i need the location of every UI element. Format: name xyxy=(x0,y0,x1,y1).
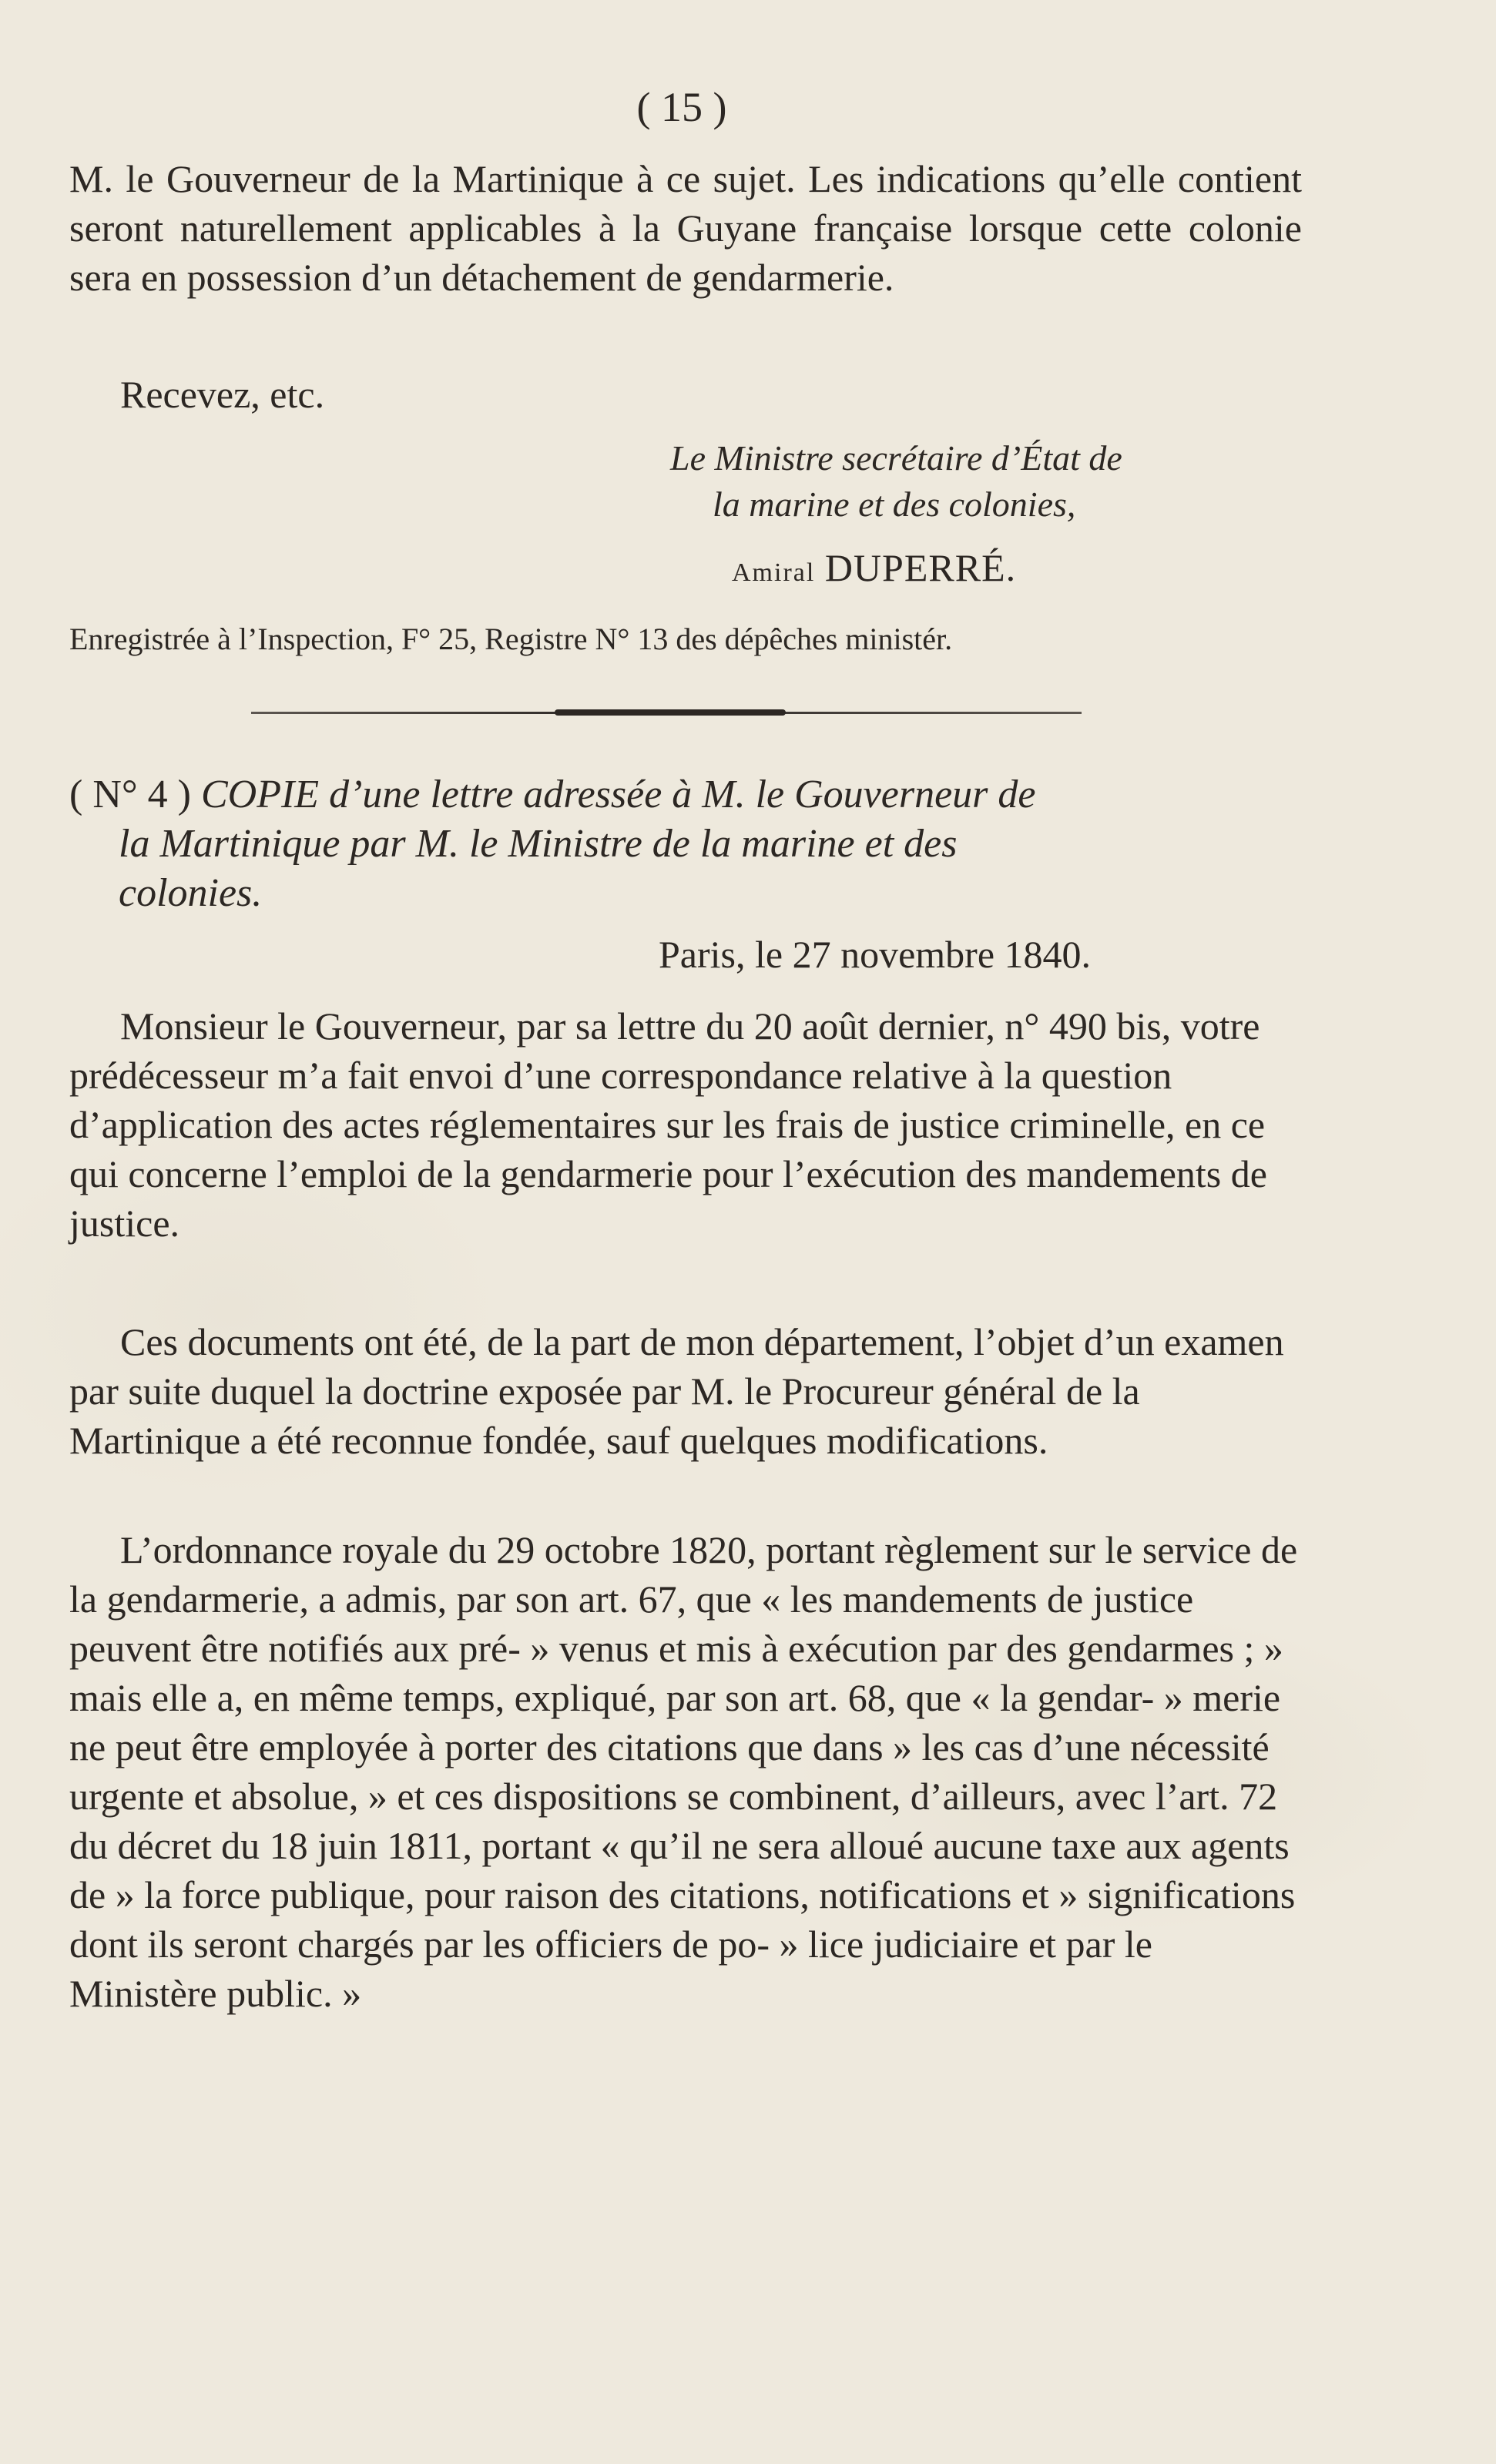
signature-title-line-1: Le Ministre secrétaire d’État de xyxy=(670,438,1122,478)
continuation-paragraph: M. le Gouverneur de la Martinique à ce sujet. Les indications qu’elle contient seront naturellement applicables à la Guyane française lorsque cette colonie sera en possession d’un détachement de gendarmerie. xyxy=(69,157,1302,299)
letter-paragraph-2: Ces documents ont été, de la part de mon département, l’objet d’un examen par suite duquel la doctrine exposée par M. le Procureur général de la Martinique a été reconnue fondée, sauf quelques modifications. xyxy=(69,1320,1284,1462)
letter-paragraph-3: L’ordonnance royale du 29 octobre 1820, portant règlement sur le service de la gendarmerie, a admis, par son art. 67, que « les mandements de justice peuvent être notifiés aux pré- » venus et mis à exécution par des gendarmes ; » mais elle a, en même temps, expliqué, par son art. 68, que « la gendar- » merie ne peut être employée à porter des citations que dans » les cas d’une nécessité urgente et absolue, » et ces dispositions se combinent, d’ailleurs, avec l’art. 72 du décret du 18 juin 1811, portant « qu’il ne sera alloué aucune taxe aux agents de » la force publique, pour raison des citations, notifications et » significations dont ils seront chargés par les officiers de po- » lice judiciaire et par le Ministère public. » xyxy=(69,1528,1298,2015)
letter-title-line-2: la Martinique par M. le Ministre de la marine et des xyxy=(119,822,958,866)
signature-surname: DUPERRÉ. xyxy=(824,546,1017,589)
letter-paragraph-1: Monsieur le Gouverneur, par sa lettre du 20 août dernier, n° 490 bis, votre prédécesseur m’a fait envoi d’une correspondance relative à la question d’application des actes réglementaires sur les frais de justice criminelle, en ce qui concerne l’emploi de la gendarmerie pour l’exécution des mandements de justice. xyxy=(69,1004,1267,1245)
letter-date: Paris, le 27 novembre 1840. xyxy=(659,933,1092,976)
letter-title-line-1: COPIE d’une lettre adressée à M. le Gouverneur de xyxy=(200,773,1036,816)
signature-title-line-2: la marine et des colonies, xyxy=(713,484,1076,524)
registry-note: Enregistrée à l’Inspection, F° 25, Registre N° 13 des dépêches ministér. xyxy=(69,622,953,656)
closing-formula: Recevez, etc. xyxy=(120,373,325,416)
letter-heading xyxy=(69,770,1317,918)
page-folio: ( 15 ) xyxy=(636,84,727,130)
section-divider-ornament xyxy=(555,709,786,716)
signature-name xyxy=(732,545,1016,590)
signature-rank: Amiral xyxy=(732,558,816,587)
letter-number: ( N° 4 ) xyxy=(69,773,191,816)
letter-title-line-3: colonies. xyxy=(119,871,263,915)
